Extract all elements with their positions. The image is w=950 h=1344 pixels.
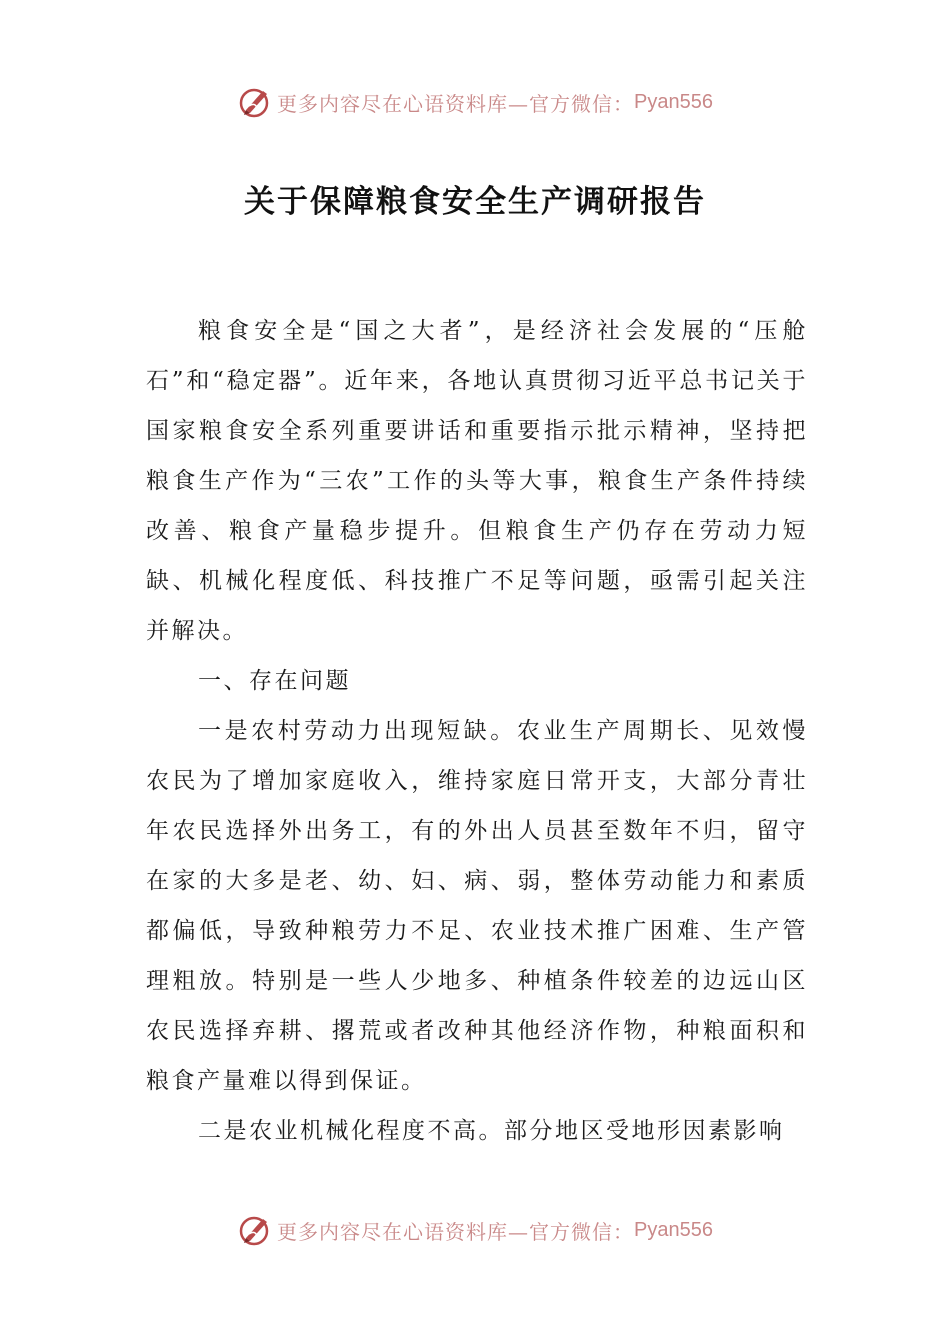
pen-logo-icon [237, 1212, 273, 1248]
header-watermark-banner [0, 80, 950, 124]
paragraph-mechanization: 二是农业机械化程度不高。部分地区受地形因素影响 [198, 1118, 785, 1144]
banner-text: 更多内容尽在心语资料库—官方微信： [277, 91, 635, 116]
banner-wechat-id: Pyan556 [634, 90, 713, 113]
banner-wechat-id: Pyan556 [634, 1218, 713, 1241]
footer-watermark-banner [0, 1208, 950, 1252]
paragraph-intro: 粮食安全是“国之大者”，是经济社会发展的“压舱石”和“稳定器”。近年来，各地认真贯彻习近平总书记关于国家粮食安全系列重要讲话和重要指示批示精神，坚持把粮食生产作为“三农”工作的头等大事，粮食生产条件持续改善、粮食产量稳步提升。但粮食生产仍存在劳动力短缺、机械化程度低、科技推广不足等问题，亟需引起关注并解决。 [146, 318, 808, 644]
pen-logo-icon [237, 84, 273, 120]
document-title: 关于保障粮食安全生产调研报告 [244, 184, 706, 220]
banner-text: 更多内容尽在心语资料库—官方微信： [277, 1219, 635, 1244]
section-heading-problems: 一、存在问题 [198, 668, 351, 694]
document-body [146, 306, 808, 1156]
paragraph-labor-shortage: 一是农村劳动力出现短缺。农业生产周期长、见效慢农民为了增加家庭收入，维持家庭日常开支，大部分青壮年农民选择外出务工，有的外出人员甚至数年不归，留守在家的大多是老、幼、妇、病、弱，整体劳动能力和素质都偏低，导致种粮劳力不足、农业技术推广困难、生产管理粗放。特别是一些人少地多、种植条件较差的边远山区农民选择弃耕、撂荒或者改种其他经济作物，种粮面积和粮食产量难以得到保证。 [146, 718, 808, 1094]
